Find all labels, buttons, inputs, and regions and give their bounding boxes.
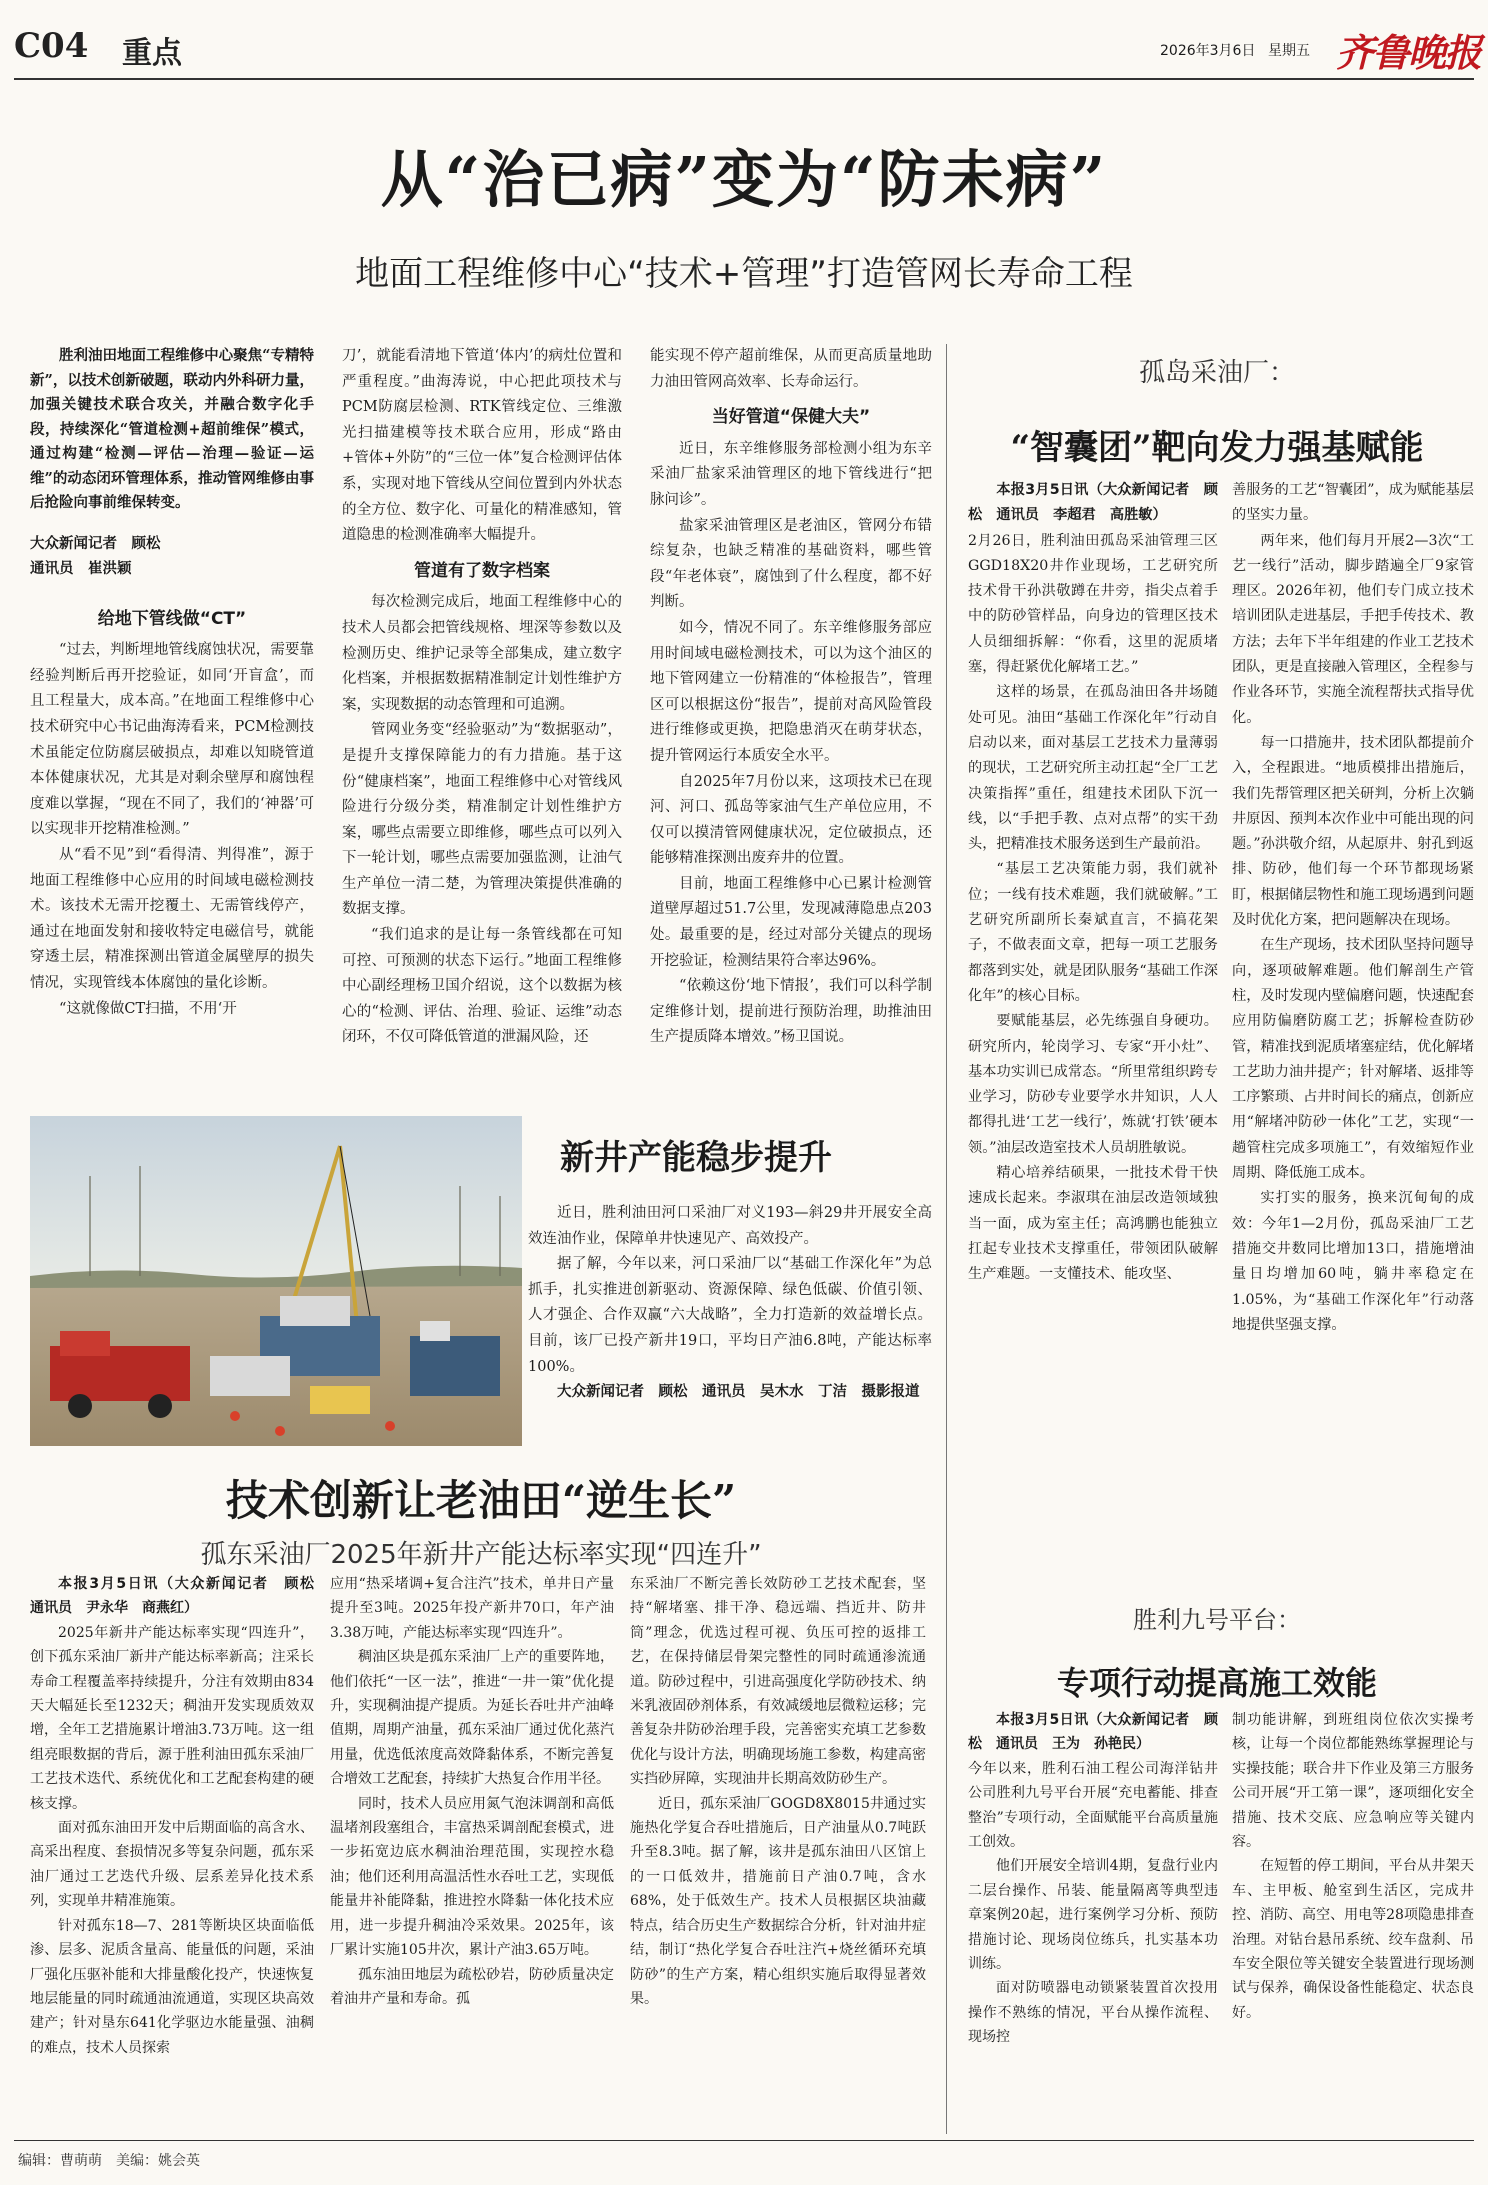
second-subheadline: 孤东采油厂2025年新井产能达标率实现“四连升” <box>200 1540 762 1570</box>
paragraph: 刀’，就能看清地下管道‘体内’的病灶位置和严重程度。”曲海涛说，中心把此项技术与PCM防腐层检测、RTK管线定位、三维激光扫描建模等技术联合应用，形成“路由+管体+外防”的“三位一体”复合检测评估体系，实现对地下管线从空间位置到内外状态的全方位、数字化、可量化的精准感知，管道隐患的检测准确率大幅提升。 <box>342 348 622 544</box>
paragraph: 如今，情况不同了。东辛维修服务部应用时间域电磁检测技术，可以为这个油区的地下管网建立一份精准的“体检报告”，管理区可以根据这份“报告”，提前对高风险管段进行维修或更换，把隐患消灭在萌芽状态，提升管网运行本质安全水平。 <box>650 619 932 764</box>
issue-date: 2026年3月6日 <box>1160 43 1256 59</box>
paper-logo: 齐鲁晚报 <box>1336 30 1481 75</box>
paragraph: 两年来，他们每月开展2—3次“工艺一线行”活动，脚步踏遍全厂9家管理区。2026年初，他们专门成立技术培训团队走进基层，手把手传技术、教方法；去年下半年组建的作业工艺技术团队，更是直接融入管理区，全程参与作业各环节，实施全流程帮扶式指导优化。 <box>1232 532 1474 726</box>
right-column-divider <box>946 344 947 2134</box>
paragraph: “这就像做CT扫描，不用‘开 <box>59 1000 237 1017</box>
oilfield-photo <box>30 1116 522 1446</box>
jiuhao-title: 专项行动提高施工效能 <box>1056 1664 1377 1702</box>
page-code: C04 <box>14 26 89 66</box>
paragraph: 精心培养结硕果，一批技术骨干快速成长起来。李淑琪在油层改造领域独当一面，成为室主任；高鸿鹏也能独立扛起专业技术支撑重任，带领团队破解生产难题。一支懂技术、能攻坚、 <box>968 1165 1218 1283</box>
photo-news-title: 新井产能稳步提升 <box>560 1138 832 1178</box>
main-headline: 从“治已病”变为“防未病” <box>380 143 1108 216</box>
paragraph: “依赖这份‘地下情报’，我们可以科学制定维修计划，提前进行预防治理，助推油田生产提质降本增效。”杨卫国说。 <box>650 978 932 1046</box>
issue-weekday: 星期五 <box>1268 43 1310 59</box>
paragraph: 同时，技术人员应用氮气泡沫调剖和高低温堵剂段塞组合，丰富热采调剖配套模式，进一步拓宽边底水稠油治理范围，实现控水稳油；他们还利用高温活性水吞吐工艺，实现低能量井补能降黏，推进控水降黏一体化技术应用，进一步提升稠油冷采效果。2025年，该厂累计实施105井次，累计产油3.65万吨。 <box>330 1795 614 1959</box>
second-column-1 <box>30 1572 328 2132</box>
lead-byline-correspondent: 通讯员 崔洪颖 <box>30 561 132 578</box>
paragraph: 目前，地面工程维修中心已累计检测管道壁厚超过51.7公里，发现减薄隐患点203处。最重要的是，经过对部分关键点的现场开挖验证，检测结果符合率达96%。 <box>650 875 932 969</box>
section-name: 重点 <box>122 36 182 71</box>
footer-rule <box>14 2140 1474 2141</box>
paragraph: 每一口措施井，技术团队都提前介入，全程跟进。“地质模排出措施后，我们先帮管理区把关研判，分析上次躺井原因、预判本次作业中可能出现的问题。”孙洪敬介绍，从起原井、射孔到返排、防砂，他们每一个环节都现场紧盯，根据储层物性和施工现场遇到问题及时优化方案，把问题解决在现场。 <box>1232 734 1474 929</box>
paragraph: 应用“热采堵调+复合注汽”技术，单井日产量提升至3吨。2025年投产新井70口，年产油3.38万吨，产能达标率实现“四连升”。 <box>330 1576 614 1641</box>
paragraph: 据了解，今年以来，河口采油厂以“基础工作深化年”为总抓手，扎实推进创新驱动、资源保障、绿色低碳、价值引领、人才强企、合作双赢“六大战略”，全力打造新的效益增长点。目前，该厂已投产新井19口，平均日产油6.8吨，产能达标率100%。 <box>528 1256 932 1375</box>
paragraph: 这样的场景，在孤岛油田各井场随处可见。油田“基础工作深化年”行动自启动以来，面对基层工艺技术力量薄弱的现状，工艺研究所主动扛起“全厂工艺决策指挥”重任，组建技术团队下沉一线，以“手把手教、点对点帮”的实干劲头，把精准技术服务送到生产最前沿。 <box>968 684 1218 853</box>
paragraph: 东采油厂不断完善长效防砂工艺技术配套，坚持“解堵塞、排干净、稳远端、挡近井、防井筒”理念，优选过程可视、负压可控的返排工艺，在保持储层骨架完整性的同时疏通渗流通道。防砂过程中，引进高强度化学防砂技术、纳米乳液固砂剂体系，有效减缓地层微粒运移；完善复杂井防砂治理手段，完善密实充填工艺参数优化与设计方法，明确现场施工参数，构建高密实挡砂屏障，实现油井长期高效防砂生产。 <box>630 1576 926 1788</box>
jiuhao-kicker: 胜利九号平台： <box>1133 1606 1301 1634</box>
paragraph: 面对防喷器电动锁紧装置首次投用操作不熟练的情况，平台从操作流程、现场控 <box>968 1980 1218 2046</box>
jiuhao-column-2 <box>1232 1708 1474 2134</box>
paragraph: 今年以来，胜利石油工程公司海洋钻井公司胜利九号平台开展“充电蓄能、排查整治”专项行动，全面赋能平台高质量施工创效。 <box>968 1760 1218 1851</box>
paragraph: 每次检测完成后，地面工程维修中心的技术人员都会把管线规格、埋深等参数以及检测历史、维护记录等全部集成，建立数字化档案，并根据数据精准制定计划性维护方案，实现数据的动态管理和可追溯。 <box>342 594 622 713</box>
paragraph: “基层工艺决策能力弱，我们就补位；一线有技术难题，我们就破解。”工艺研究所副所长秦斌直言，不搞花架子，不做表面文章，把每一项工艺服务都落到实处，就是团队服务“基础工作深化年”的核心目标。 <box>968 861 1218 1004</box>
paragraph: 面对孤东油田开发中后期面临的高含水、高采出程度、套损情况多等复杂问题，孤东采油厂通过工艺迭代升级、层系差异化技术系列，实现单井精准施策。 <box>30 1820 314 1910</box>
second-headline: 技术创新让老油田“逆生长” <box>225 1476 737 1525</box>
second-column-3 <box>630 1572 926 2132</box>
second-byline: 本报3月5日讯（大众新闻记者 顾松 通讯员 尹永华 商燕红） <box>30 1576 328 1617</box>
paragraph: 近日，孤东采油厂GOGD8X8015井通过实施热化学复合吞吐措施后，日产油量从0.7吨跃升至8.3吨。据了解，该井是孤东油田八区馆上的一口低效井，措施前日产油0.7吨，含水68%，处于低效生产。技术人员根据区块油藏特点，结合历史生产数据综合分析，针对油井症结，制订“热化学复合吞吐注汽+烧丝循环充填防砂”的生产方案，精心组织实施后取得显著效果。 <box>630 1795 926 2007</box>
paragraph: 孤东油田地层为疏松砂岩，防砂质量决定着油井产量和寿命。孤 <box>330 1966 614 2007</box>
paragraph: 善服务的工艺“智囊团”，成为赋能基层的坚实力量。 <box>1232 482 1474 524</box>
lead-column-2 <box>342 344 622 1174</box>
paragraph: 能实现不停产超前维保，从而更高质量地助力油田管网高效率、长寿命运行。 <box>650 348 932 390</box>
jiuhao-column-1 <box>968 1708 1218 2134</box>
footer-editor: 编辑：曹萌萌 美编：姚会英 <box>18 2153 200 2169</box>
lead-byline-reporter: 大众新闻记者 顾松 <box>30 535 161 552</box>
paragraph: 近日，胜利油田河口采油厂对义193—斜29井开展安全高效连油作业，保障单井快速见产、高效投产。 <box>528 1205 932 1247</box>
paragraph: 稠油区块是孤东采油厂上产的重要阵地，他们依托“一区一法”，推进“一井一策”优化提升，实现稠油提产提质。为延长吞吐井产油峰值期，周期产油量，孤东采油厂通过优化蒸汽用量，优选低浓度高效降黏体系，不断完善复合增效工艺配套，持续扩大热复合作用半径。 <box>330 1649 614 1788</box>
paragraph: 从“看不见”到“看得清、判得准”，源于地面工程维修中心应用的时间域电磁检测技术。该技术无需开挖覆土、无需管线停产，通过在地面发射和接收特定电磁信号，就能穿透土层，精准探测出管道金属壁厚的损失情况，实现管线本体腐蚀的量化诊断。 <box>30 847 314 991</box>
oilfield-scene-image <box>30 1116 522 1446</box>
photo-news <box>528 1130 932 1406</box>
lead-intro: 胜利油田地面工程维修中心聚焦“专精特新”，以技术创新破题，联动内外科研力量，加强关键技术联合攻关，并融合数字化手段，持续深化“管道检测+超前维保”模式，通过构建“检测—评估—治理—验证—运维”的动态闭环管理体系，推动管网维修由事后抢险向事前维保转变。 <box>30 347 314 511</box>
gudao-kicker: 孤岛采油厂： <box>1138 358 1295 388</box>
paragraph: 制功能讲解，到班组岗位依次实操考核，让每一个岗位都能熟练掌握理论与实操技能；联合井下作业及第三方服务公司开展“开工第一课”，逐项细化安全措施、技术交底、应急响应等关键内容。 <box>1232 1712 1474 1851</box>
lead-column-3 <box>650 344 932 1174</box>
second-column-2 <box>330 1572 614 2132</box>
gudao-column-2 <box>1232 478 1474 1588</box>
paragraph: 2月26日，胜利油田孤岛采油管理三区GGD18X20井作业现场，工艺研究所技术骨干孙洪敬蹲在井旁，指尖点着手中的防砂管样品，向身边的管理区技术人员细细拆解：“你看，这里的泥质堵塞，得赶紧优化解堵工艺。” <box>968 532 1218 676</box>
paragraph: “我们追求的是让每一条管线都在可知可控、可预测的状态下运行。”地面工程维修中心副经理杨卫国介绍说，这个以数据为核心的“检测、评估、治理、验证、运维”动态闭环，不仅可降低管道的泄漏风险，还 <box>342 927 622 1046</box>
paragraph: 2025年新井产能达标率实现“四连升”，创下孤东采油厂新井产能达标率新高；注采长寿命工程覆盖率持续提升，分注有效期由834天大幅延长至1232天；稠油开发实现质效双增，全年工艺措施累计增油3.73万吨。这一组组亮眼数据的背后，源于胜利油田孤东采油厂工艺技术迭代、系统优化和工艺配套构建的硬核支撑。 <box>30 1624 314 1812</box>
paragraph: 针对孤东18—7、281等断块区块面临低渗、层多、泥质含量高、能量低的问题，采油厂强化压驱补能和大排量酸化投产，快速恢复地层能量的同时疏通油流通道，实现区块高效建产；针对垦东641化学驱边水能量强、油稠的难点，技术人员探索 <box>30 1917 314 2056</box>
lead-subhead-2: 管道有了数字档案 <box>414 560 550 581</box>
gudao-title: “智囊团”靶向发力强基赋能 <box>1010 428 1424 468</box>
paragraph: “过去，判断埋地管线腐蚀状况，需要靠经验判断后再开挖验证，如同‘开盲盒’，而且工程量大，成本高。”在地面工程维修中心技术研究中心书记曲海涛看来，PCM检测技术虽能定位防腐层破损点，却难以知晓管道本体健康状况，尤其是对剩余壁厚和腐蚀程度难以掌握，“现在不同了，我们的‘神器’可以实现非开挖精准检测。” <box>30 642 314 838</box>
gudao-column-1 <box>968 478 1218 1588</box>
paragraph: 实打实的服务，换来沉甸甸的成效：今年1—2月份，孤岛采油厂工艺措施交井数同比增加13口，措施增油量日均增加60吨，躺井率稳定在1.05%，为“基础工作深化年”行动落地提供坚强支撑。 <box>1232 1190 1474 1333</box>
paragraph: 盐家采油管理区是老油区，管网分布错综复杂，也缺乏精准的基础资料，哪些管段“年老体衰”，腐蚀到了什么程度，都不好判断。 <box>650 517 932 611</box>
paragraph: 在生产现场，技术团队坚持问题导向，逐项破解难题。他们解剖生产管柱，及时发现内壁偏磨问题，快速配套应用防偏磨防腐工艺；拆解检查防砂管，精准找到泥质堵塞症结，优化解堵工艺助力油井提产；针对解堵、返排等工序繁琐、占井时间长的痛点，创新应用“解堵冲防砂一体化”工艺，实现“一趟管柱完成多项施工”，有效缩短作业周期、降低施工成本。 <box>1232 937 1474 1182</box>
gudao-byline: 本报3月5日讯（大众新闻记者 顾松 通讯员 李超君 高胜敏） <box>968 482 1218 524</box>
main-subheadline: 地面工程维修中心“技术+管理”打造管网长寿命工程 <box>355 254 1133 294</box>
photo-news-body <box>528 1201 932 1406</box>
paragraph: 要赋能基层，必先练强自身硬功。研究所内，轮岗学习、专家“开小灶”、基本功实训已成常态。“所里常组织跨专业学习，防砂专业要学水井知识，人人都得扎进‘工艺一线行’，炼就‘打铁’硬本领。”油层改造室技术人员胡胜敏说。 <box>968 1013 1218 1156</box>
paragraph: 他们开展安全培训4期，复盘行业内二层台操作、吊装、能量隔离等典型违章案例20起，进行案例学习分析、预防措施讨论、现场岗位练兵，扎实基本功训练。 <box>968 1858 1218 1973</box>
jiuhao-byline: 本报3月5日讯（大众新闻记者 顾松 通讯员 王为 孙艳民） <box>968 1712 1218 1753</box>
photo-credit: 大众新闻记者 顾松 通讯员 吴木水 丁洁 摄影报道 <box>557 1384 920 1401</box>
paragraph: 近日，东辛维修服务部检测小组为东辛采油厂盐家采油管理区的地下管线进行“把脉问诊”。 <box>650 440 932 508</box>
header-rule <box>14 78 1474 80</box>
lead-subhead-1: 给地下管线做“CT” <box>97 608 247 629</box>
paragraph: 在短暂的停工期间，平台从井架天车、主甲板、舱室到生活区，完成井控、消防、高空、用电等28项隐患排查治理。对钻台悬吊系统、绞车盘刹、吊车安全限位等关键安全装置进行现场测试与保养，确保设备性能稳定、状态良好。 <box>1232 1858 1474 2021</box>
lead-subhead-3: 当好管道“保健大夫” <box>711 407 871 428</box>
paragraph: 自2025年7月份以来，这项技术已在现河、河口、孤岛等家油气生产单位应用，不仅可以摸清管网健康状况，定位破损点，还能够精准探测出废弃井的位置。 <box>650 773 932 867</box>
paragraph: 管网业务变“经验驱动”为“数据驱动”，是提升支撑保障能力的有力措施。基于这份“健康档案”，地面工程维修中心对管线风险进行分级分类，精准制定计划性维护方案，哪些点需要立即维修，哪些点可以列入下一轮计划，哪些点需要加强监测，让油气生产单位一清二楚，为管理决策提供准确的数据支撑。 <box>342 722 622 918</box>
